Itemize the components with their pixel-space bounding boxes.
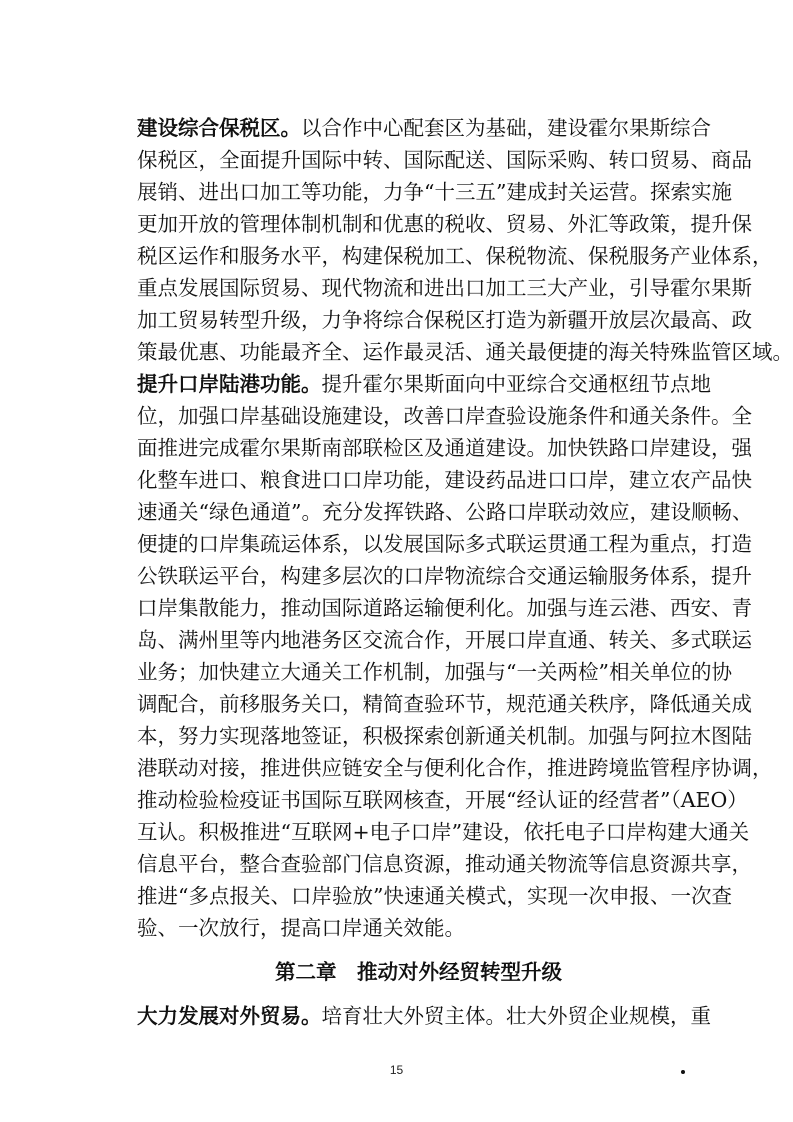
paragraph-1-line-4: 更加开放的管理体制机制和优惠的税收、贸易、外汇等政策，提升保 [137, 212, 752, 236]
paragraph-3-text: 培育壮大外贸主体。壮大外贸企业规模，重 [321, 1004, 711, 1028]
paragraph-1-line-3: 展销、进出口加工等功能，力争“十三五”建成封关运营。探索实施 [137, 180, 732, 204]
paragraph-2-line-18: 验、一次放行，提高口岸通关效能。 [137, 916, 465, 940]
paragraph-2-text: 提升霍尔果斯面向中亚综合交通枢纽节点地 [321, 372, 711, 396]
paragraph-1-line-8: 策最优惠、功能最齐全、运作最灵活、通关最便捷的海关特殊监管区域。 [137, 340, 793, 364]
paragraph-2-line-7: 公铁联运平台，构建多层次的口岸物流综合交通运输服务体系，提升 [137, 564, 752, 588]
paragraph-1-line-2: 保税区，全面提升国际中转、国际配送、国际采购、转口贸易、商品 [137, 148, 752, 172]
body-text [137, 112, 793, 1032]
paragraph-2-line-5: 速通关“绿色通道”。充分发挥铁路、公路口岸联动效应，建设顺畅、 [137, 500, 753, 524]
paragraph-3-lead: 大力发展对外贸易。 [137, 1004, 322, 1028]
page-number: 15 [389, 1063, 404, 1077]
paragraph-1-line-6: 重点发展国际贸易、现代物流和进出口加工三大产业，引导霍尔果斯 [137, 276, 752, 300]
paragraph-2-line-4: 化整车进口、粮食进口口岸功能，建设药品进口口岸，建立农产品快 [137, 468, 752, 492]
paragraph-2-line-9: 岛、满州里等内地港务区交流合作，开展口岸直通、转关、多式联运 [137, 628, 752, 652]
chapter-heading: 第二章 推动对外经贸转型升级 [275, 960, 562, 984]
paragraph-2-line-17: 推进“多点报关、口岸验放”快速通关模式，实现一次申报、一次查 [137, 884, 732, 908]
paragraph-3-line-1 [137, 1000, 711, 1032]
paragraph-2-line-8: 口岸集散能力，推动国际道路运输便利化。加强与连云港、西安、青 [137, 596, 752, 620]
paragraph-2-lead: 提升口岸陆港功能。 [137, 372, 322, 396]
paragraph-1-line-7: 加工贸易转型升级，力争将综合保税区打造为新疆开放层次最高、政 [137, 308, 752, 332]
paragraph-2-line-16: 信息平台，整合查验部门信息资源，推动通关物流等信息资源共享， [137, 852, 752, 876]
paragraph-2-line-3: 面推进完成霍尔果斯南部联检区及通道建设。加快铁路口岸建设，强 [137, 436, 752, 460]
paragraph-1-line-5: 税区运作和服务水平，构建保税加工、保税物流、保税服务产业体系， [137, 244, 773, 268]
paragraph-2-line-1 [137, 368, 711, 400]
paragraph-2-line-11: 调配合，前移服务关口，精简查验环节，规范通关秩序，降低通关成 [137, 692, 752, 716]
paragraph-2-line-15: 互认。积极推进“互联网+电子口岸”建设，依托电子口岸构建大通关 [137, 820, 750, 844]
paragraph-2-line-13: 港联动对接，推进供应链安全与便利化合作，推进跨境监管程序协调， [137, 756, 773, 780]
paragraph-1-line-1 [137, 112, 711, 144]
paragraph-2-line-2: 位，加强口岸基础设施建设，改善口岸查验设施条件和通关条件。全 [137, 404, 752, 428]
paragraph-2-line-14: 推动检验检疫证书国际互联网核查，开展“经认证的经营者”（AEO） [137, 788, 748, 812]
paragraph-1-text: 以合作中心配套区为基础，建设霍尔果斯综合 [301, 116, 711, 140]
paragraph-2-line-12: 本，努力实现落地签证，积极探索创新通关机制。加强与阿拉木图陆 [137, 724, 752, 748]
paragraph-2-line-6: 便捷的口岸集疏运体系，以发展国际多式联运贯通工程为重点，打造 [137, 532, 752, 556]
paragraph-2-line-10: 业务；加快建立大通关工作机制，加强与“一关两检”相关单位的协 [137, 660, 732, 684]
paragraph-1-lead: 建设综合保税区。 [137, 116, 301, 140]
stray-dot-mark [681, 1070, 685, 1074]
